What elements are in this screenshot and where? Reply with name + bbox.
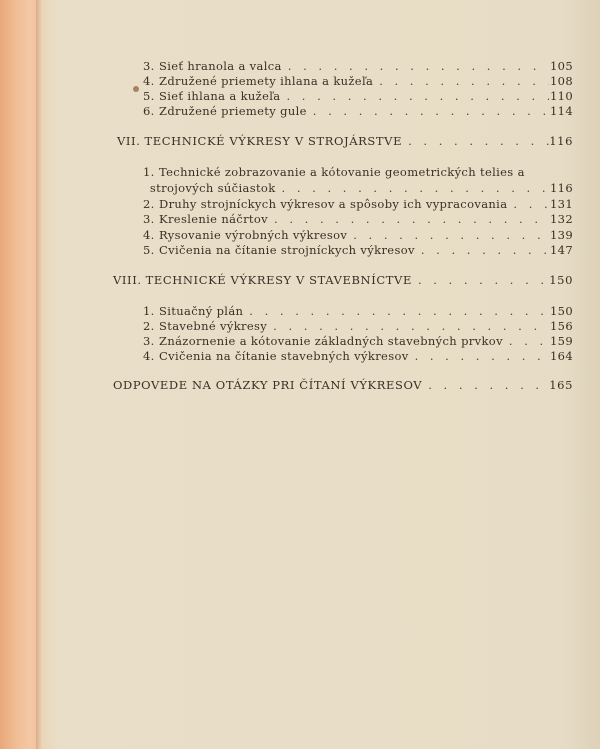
toc-entry-number: 4. bbox=[143, 74, 155, 88]
toc-entry-number: 1. bbox=[143, 165, 155, 179]
toc-leader-dots bbox=[268, 212, 549, 226]
toc-entry-page: 108 bbox=[550, 74, 573, 88]
toc-entry-page: 105 bbox=[550, 59, 573, 73]
toc-entry-page: 156 bbox=[550, 319, 573, 333]
toc-entry-number: 5. bbox=[143, 89, 155, 103]
toc-entry-number: 2. bbox=[143, 319, 155, 333]
toc-entry-title: Združené priemety ihlana a kužeľa bbox=[159, 74, 374, 88]
toc-leader-dots bbox=[276, 181, 549, 195]
answers-page: 165 bbox=[549, 378, 573, 392]
toc-entry-title: Technické zobrazovanie a kótovanie geometrických telies a bbox=[159, 165, 525, 179]
toc-entry-page: 150 bbox=[550, 304, 573, 318]
ink-spot bbox=[133, 86, 139, 92]
chapter-number: VII. bbox=[117, 134, 141, 148]
chapter-page: 116 bbox=[549, 134, 573, 148]
toc-leader-dots bbox=[422, 378, 549, 392]
toc-entry-title: Situačný plán bbox=[159, 304, 244, 318]
toc-entry-page: 147 bbox=[550, 243, 573, 257]
toc-leader-dots bbox=[507, 197, 549, 211]
toc-entry-number: 3. bbox=[143, 334, 155, 348]
toc-entry-page: 114 bbox=[550, 104, 573, 118]
toc-entry-title: Stavebné výkresy bbox=[159, 319, 268, 333]
toc-entry-number: 4. bbox=[143, 349, 155, 363]
toc-entry-title: Cvičenia na čítanie strojníckych výkresov bbox=[159, 243, 415, 257]
toc-leader-dots bbox=[373, 74, 549, 88]
toc-leader-dots bbox=[503, 334, 549, 348]
toc-entry-title: Rysovanie výrobných výkresov bbox=[159, 228, 348, 242]
binding-shadow bbox=[36, 0, 42, 749]
toc-entry-number: 6. bbox=[143, 104, 155, 118]
toc-entry-title: Druhy strojníckych výkresov a spôsoby ich vypracovania bbox=[159, 197, 508, 211]
toc-entry-page: 164 bbox=[550, 349, 573, 363]
chapter-title: TECHNICKÉ VÝKRESY V STAVEBNÍCTVE bbox=[145, 273, 412, 287]
toc-leader-dots bbox=[415, 243, 549, 257]
answers-title: ODPOVEDE NA OTÁZKY PRI ČÍTANÍ VÝKRESOV bbox=[113, 378, 423, 392]
toc-entry-page: 131 bbox=[550, 197, 573, 211]
toc-entry-title: Znázornenie a kótovanie základných stavebných prvkov bbox=[159, 334, 503, 348]
toc-entry-title: Kreslenie náčrtov bbox=[159, 212, 269, 226]
toc-entry-number: 3. bbox=[143, 212, 155, 226]
toc-leader-dots bbox=[412, 273, 549, 287]
toc-entry-number: 4. bbox=[143, 228, 155, 242]
toc-chapter-heading bbox=[113, 273, 573, 291]
toc-entry-page: 132 bbox=[550, 212, 573, 226]
toc-entry bbox=[143, 104, 573, 122]
toc-entry-title: Združené priemety gule bbox=[159, 104, 307, 118]
toc-entry-page: 159 bbox=[550, 334, 573, 348]
toc-entry-title: Cvičenia na čítanie stavebných výkresov bbox=[159, 349, 409, 363]
toc-entry-number: 5. bbox=[143, 243, 155, 257]
toc-leader-dots bbox=[307, 104, 549, 118]
chapter-number: VIII. bbox=[113, 273, 142, 287]
toc-entry-title-continued: strojových súčiastok bbox=[149, 181, 276, 195]
toc-entry-number: 2. bbox=[143, 197, 155, 211]
toc-leader-dots bbox=[409, 349, 549, 363]
toc-answers-heading bbox=[113, 378, 573, 396]
toc-entry-title: Sieť hranola a valca bbox=[159, 59, 282, 73]
toc-entry-page: 139 bbox=[550, 228, 573, 242]
toc-entry-title: Sieť ihlana a kužeľa bbox=[159, 89, 281, 103]
toc-chapter-heading bbox=[117, 134, 573, 152]
page-binding-edge bbox=[0, 0, 38, 749]
toc-entry bbox=[143, 243, 573, 261]
toc-entry-page: 116 bbox=[550, 181, 573, 195]
chapter-title: TECHNICKÉ VÝKRESY V STROJÁRSTVE bbox=[144, 134, 403, 148]
toc-entry-number: 1. bbox=[143, 304, 155, 318]
toc-leader-dots bbox=[243, 304, 549, 318]
toc-entry-number: 3. bbox=[143, 59, 155, 73]
chapter-page: 150 bbox=[549, 273, 573, 287]
toc-leader-dots bbox=[282, 59, 549, 73]
toc-leader-dots bbox=[347, 228, 549, 242]
toc-leader-dots bbox=[402, 134, 549, 148]
toc-leader-dots bbox=[280, 89, 549, 103]
toc-entry-page: 110 bbox=[550, 89, 573, 103]
toc-entry bbox=[143, 349, 573, 367]
toc-leader-dots bbox=[267, 319, 549, 333]
